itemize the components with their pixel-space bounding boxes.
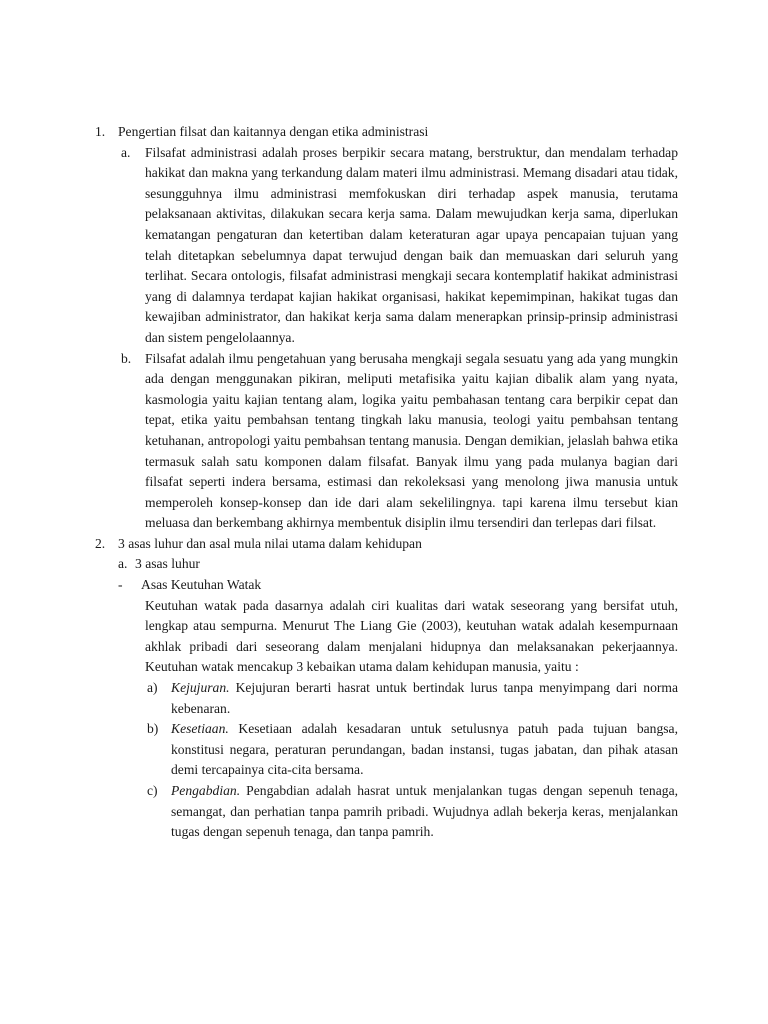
virtue-item-b xyxy=(0,719,678,781)
virtue-description: Kejujuran berarti hasrat untuk bertindak lurus tanpa menyimpang dari norma kebenaran. xyxy=(171,680,678,716)
section-2-heading xyxy=(0,534,678,555)
virtue-term: Pengabdian. xyxy=(171,783,241,798)
paragraph-text: Keutuhan watak pada dasarnya adalah ciri kualitas dari watak seseorang yang bersifat utuh, lengkap atau sempurna. Menurut The Liang Gie (2003), keutuhan watak adalah kesempurnaan akhlak pribadi dari seseorang dalam menjalani hidupnya dan melaksanakan pekerjaannya. Keutuhan watak mencakup 3 kebaikan utama dalam kehidupan manusia, yaitu : xyxy=(145,597,678,675)
list-number: 2. xyxy=(95,535,106,551)
list-marker: b) xyxy=(147,721,159,737)
dash-heading xyxy=(0,575,678,596)
subsection-heading xyxy=(0,554,675,575)
section-title: Pengertian filsat dan kaitannya dengan etika administrasi xyxy=(118,124,429,139)
list-number: 1. xyxy=(95,124,106,139)
section-1-item-a xyxy=(0,143,678,349)
virtue-item-c xyxy=(0,781,678,843)
virtue-description: Kesetiaan adalah kesadaran untuk setulusnya patuh pada tujuan bangsa, konstitusi negara, peraturan perundangan, badan instansi, tugas jabatan, dan pihak atasan demi tercapainya cita-cita bersama. xyxy=(171,721,678,778)
dash-title: Asas Keutuhan Watak xyxy=(141,577,262,593)
section-title: 3 asas luhur dan asal mula nilai utama dalam kehidupan xyxy=(118,535,422,551)
section-1-heading xyxy=(0,122,678,143)
virtue-text xyxy=(171,719,678,781)
paragraph-text: Filsafat adalah ilmu pengetahuan yang berusaha mengkaji segala sesuatu yang ada yang mungkin ada dengan menggunakan pikiran, meliputi metafisika yaitu kajian dibalik alam yang nyata, kasmologia yaitu kajian tentang alam, logika yaitu pembahasan tentang cara berpikir cepat dan tepat, etika yaitu pembahsan tentang tingkah laku manusia, teologi yaitu pembahsan tentang ketuhanan, antropologi yaitu pembahsan tentang manusia. Dengan demikian, jelaslah bahwa etika termasuk salah satu komponen dalam filsafat. Banyak ilmu yang pada mulanya bagian dari filsafat seperti indera bersama, estimasi dan rekoleksasi yang menolong jiwa manusia untuk memperoleh konsep-konsep dan ide dari alam sekelilingnya. tapi karena ilmu tersebut kian meluasa dan berkembang akhirnya membentuk disiplin ilmu tersendiri dan terlepas dari filsat. xyxy=(145,350,678,531)
subsection-title: 3 asas luhur xyxy=(135,556,200,572)
section-1-item-b xyxy=(0,349,678,534)
list-marker: c) xyxy=(147,783,158,798)
virtue-description: Pengabdian adalah hasrat untuk menjalankan tugas dengan sepenuh tenaga, semangat, dan perhatian tanpa pamrih pribadi. Wujudnya adlah bekerja keras, menjalankan tugas dengan sepenuh tenaga, dan tanpa pamrih. xyxy=(171,783,678,840)
paragraph-text: Filsafat administrasi adalah proses berpikir secara matang, berstruktur, dan mendalam terhadap hakikat dan makna yang terkandung dalam materi ilmu administrasi. Memang disadari atau tidak, sesungguhnya ilmu administrasi memfokuskan diri terhadap aspek manusia, terutama pelaksanaan aktivitas, dilakukan secara kerja sama. Dalam mewujudkan kerja sama, diperlukan kematangan pengaturan dan ketertiban dalam keteraturan agar upaya pencapaian tujuan yang telah ditetapkan sebelumnya dapat terwujud dengan baik dan memuaskan dari seluruh yang terlihat. Secara ontologis, filsafat administrasi mengkaji secara kontemplatif hakikat administrasi yang di dalamnya terdapat kajian hakikat organisasi, hakikat kepemimpinan, hakikat tugas dan kewajiban administrator, dan hakikat kerja sama dalam menerapkan prinsip-prinsip administrasi dan sistem pengelolaannya. xyxy=(145,144,678,345)
virtue-item-a xyxy=(0,678,678,719)
list-marker: a. xyxy=(121,144,131,160)
document-body xyxy=(0,122,768,843)
virtue-term: Kesetiaan. xyxy=(171,721,229,737)
virtue-text xyxy=(171,781,678,843)
list-marker: a. xyxy=(118,556,128,572)
keutuhan-watak-paragraph xyxy=(0,596,678,678)
dash-marker: - xyxy=(118,577,123,593)
virtue-term: Kejujuran. xyxy=(171,680,230,696)
list-marker: b. xyxy=(121,350,132,366)
virtue-text xyxy=(171,678,678,719)
list-marker: a) xyxy=(147,680,158,696)
